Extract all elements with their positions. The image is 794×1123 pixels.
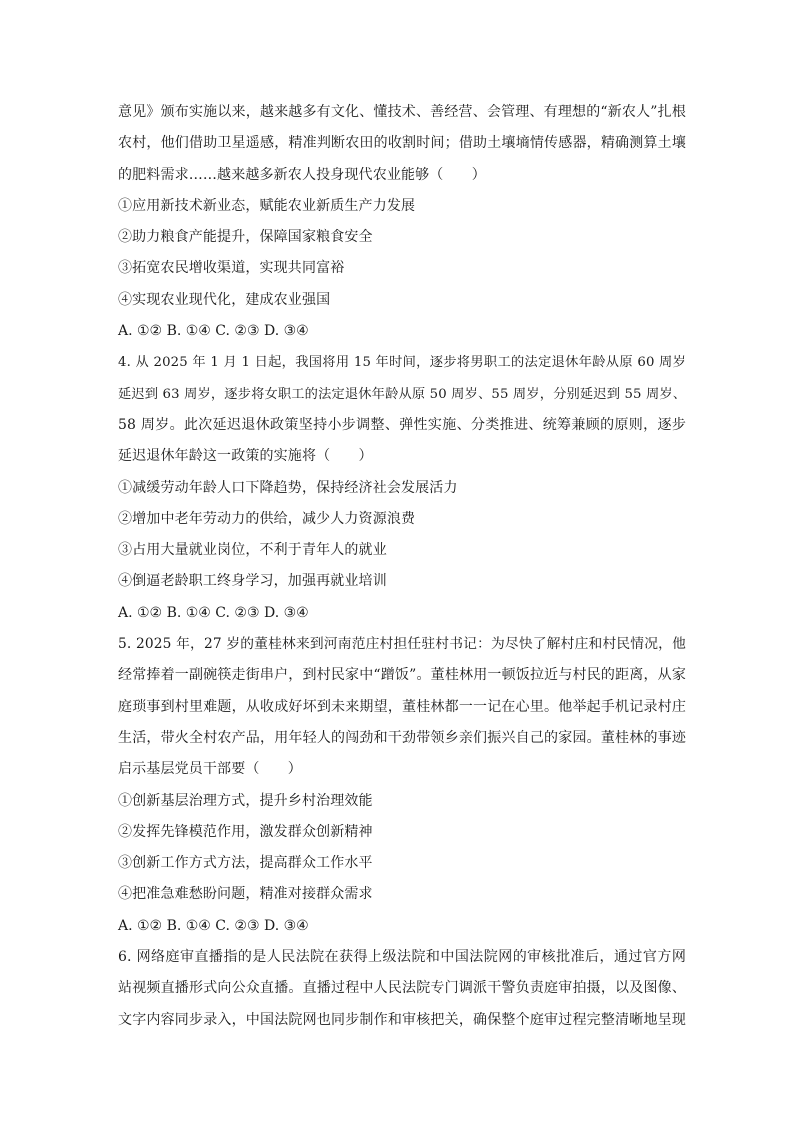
statement-1: ①应用新技术新业态，赋能农业新质生产力发展 [118,197,416,214]
statement-1: ①创新基层治理方式，提升乡村治理效能 [118,792,373,809]
question-6-line: 文字内容同步录入，中国法院网也同步制作和审核把关，确保整个庭审过程完整清晰地呈现 [118,1011,686,1028]
statement-3: ③拓宽农民增收渠道，实现共同富裕 [118,260,345,277]
statement-2: ②助力粮食产能提升，保障国家粮食安全 [118,229,373,246]
statement-2: ②增加中老年劳动力的供给，减少人力资源浪费 [118,510,416,527]
document-body [118,97,686,1036]
statement-4: ④倒逼老龄职工终身学习，加强再就业培训 [118,573,387,590]
question-5-line: 庭琐事到村里难题，从收成好坏到未来期望，董桂林都一一记在心里。他举起手机记录村庄 [118,698,686,715]
question-4-line: 58 周岁。此次延迟退休政策坚持小步调整、弹性实施、分类推进、统筹兼顾的原则，逐步 [118,416,686,433]
answer-options: A. ①② B. ①④ C. ②③ D. ③④ [118,917,309,934]
question-4-line: 4. 从 2025 年 1 月 1 日起，我国将用 15 年时间，逐步将男职工的法定退休年龄从原 60 周岁 [118,355,686,371]
question-6-line: 6. 网络庭审直播指的是人民法院在获得上级法院和中国法院网的审核批准后，通过官方网 [118,949,686,966]
question-stem-end: 的肥料需求……越来越多新农人投身现代农业能够（ ） [118,166,486,183]
question-5-line: 经常捧着一副碗筷走街串户，到村民家中“蹭饭”。董桂林用一顿饭拉近与村民的距离，从家 [118,667,686,684]
question-5-line: 生活，带火全村农产品，用年轻人的闯劲和干劲带领乡亲们振兴自己的家园。董桂林的事迹 [118,729,686,746]
statement-2: ②发挥先锋模范作用，激发群众创新精神 [118,823,373,840]
question-stem-end: 延迟退休年龄这一政策的实施将（ ） [118,448,373,465]
answer-options: A. ①② B. ①④ C. ②③ D. ③④ [118,604,309,621]
text-line: 意见》颁布实施以来，越来越多有文化、懂技术、善经营、会管理、有理想的“新农人”扎根 [118,104,686,120]
statement-1: ①减缓劳动年龄人口下降趋势，保持经济社会发展活力 [118,479,458,496]
question-4-line: 延迟到 63 周岁，逐步将女职工的法定退休年龄从原 50 周岁、55 周岁，分别延迟到 55 周岁、 [118,386,687,402]
text-line: 农村，他们借助卫星遥感，精准判断农田的收割时间；借助土壤墒情传感器，精确测算土壤 [118,135,686,152]
question-6-line: 站视频直播形式向公众直播。直播过程中人民法院专门调派干警负责庭审拍摄，以及图像、 [118,980,686,997]
statement-4: ④实现农业现代化，建成农业强国 [118,291,331,308]
statement-3: ③占用大量就业岗位，不利于青年人的就业 [118,542,387,559]
answer-options: A. ①② B. ①④ C. ②③ D. ③④ [118,323,309,340]
question-stem-end: 启示基层党员干部要（ ） [118,761,302,778]
question-5-line: 5. 2025 年，27 岁的董桂林来到河南范庄村担任驻村书记：为尽快了解村庄和村民情况，他 [118,636,686,653]
statement-4: ④把准急难愁盼问题，精准对接群众需求 [118,886,373,903]
statement-3: ③创新工作方式方法，提高群众工作水平 [118,855,373,872]
